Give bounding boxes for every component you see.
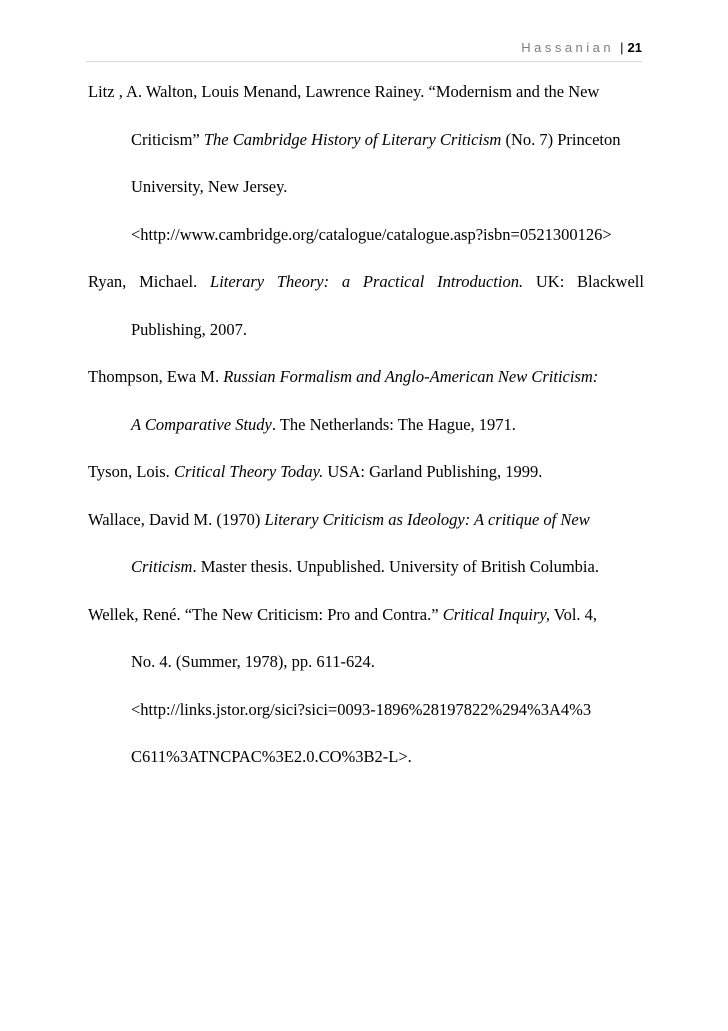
wallace-details: . Master thesis. Unpublished. University of British Columbia.: [192, 557, 599, 576]
tyson-author: Tyson, Lois.: [88, 462, 174, 481]
reference-line: [88, 700, 644, 748]
wellek-volume: Vol. 4,: [549, 604, 598, 624]
reference-line: [88, 320, 644, 368]
reference-line: [88, 367, 644, 415]
ryan-publisher: Publishing, 2007.: [131, 319, 247, 339]
ryan-word: Michael.: [139, 272, 198, 291]
header-separator: |: [620, 40, 624, 55]
ryan-title-word: Introduction.: [437, 272, 524, 291]
tyson-title: Critical Theory Today.: [173, 462, 324, 481]
wallace-title: Literary Criticism as Ideology: A critique of New: [264, 509, 590, 529]
wellek-author-article: Wellek, René. “The New Criticism: Pro and Contra.”: [88, 604, 443, 624]
ryan-title-word: Practical: [362, 272, 425, 291]
ryan-word: UK:: [535, 272, 565, 291]
reference-line: [88, 557, 644, 605]
bibliography: [88, 82, 644, 795]
thompson-title: Russian Formalism and Anglo-American New Criticism:: [223, 367, 599, 386]
tyson-publisher: USA: Garland Publishing, 1999.: [323, 462, 543, 481]
wellek-url: <http://links.jstor.org/sici?sici=0093-1896%28197822%294%3A4%3: [131, 699, 592, 719]
reference-line: [88, 225, 644, 273]
header-author: Hassanian: [521, 40, 615, 55]
ryan-word: Ryan,: [88, 272, 127, 291]
header-rule: [86, 61, 642, 62]
reference-litz: [88, 82, 644, 272]
wellek-issue: No. 4. (Summer, 1978), pp. 611-624.: [131, 652, 375, 671]
running-header: [521, 40, 642, 55]
reference-line: [88, 272, 644, 320]
reference-line: [88, 82, 644, 130]
reference-wallace: [88, 510, 644, 605]
thompson-author: Thompson, Ewa M.: [88, 367, 224, 386]
wellek-url-end: C611%3ATNCPAC%3E2.0.CO%3B2-L>.: [131, 747, 412, 766]
reference-thompson: [88, 367, 644, 462]
litz-authors-title: Litz , A. Walton, Louis Menand, Lawrence Rainey. “Modernism and the New: [88, 82, 600, 101]
ryan-title-word: Theory:: [276, 272, 330, 291]
reference-tyson: [88, 462, 644, 510]
litz-publisher: (No. 7) Princeton: [501, 129, 621, 149]
litz-place: University, New Jersey.: [131, 177, 288, 196]
ryan-word: Blackwell: [577, 272, 644, 291]
reference-line: [88, 177, 644, 225]
wallace-author: Wallace, David M. (1970): [88, 509, 265, 529]
litz-book-title: The Cambridge History of Literary Criticism: [203, 129, 502, 149]
reference-line: [88, 462, 644, 510]
ryan-title-word: a: [341, 272, 351, 291]
reference-line: [88, 415, 644, 463]
thompson-subtitle: A Comparative Study: [131, 414, 272, 434]
wallace-title-end: Criticism: [131, 557, 193, 576]
ryan-title-word: Literary: [210, 272, 265, 291]
reference-wellek: [88, 605, 644, 795]
reference-line: [88, 130, 644, 178]
reference-ryan: [88, 272, 644, 367]
litz-title-end: Criticism”: [131, 129, 204, 149]
thompson-publisher: . The Netherlands: The Hague, 1971.: [271, 414, 516, 434]
reference-line: [88, 652, 644, 700]
reference-line: [88, 510, 644, 558]
page-number: 21: [627, 40, 642, 55]
reference-line: [88, 747, 644, 795]
wellek-journal: Critical Inquiry,: [442, 604, 550, 624]
reference-line: [88, 605, 644, 653]
litz-url: <http://www.cambridge.org/catalogue/catalogue.asp?isbn=0521300126>: [131, 224, 612, 244]
